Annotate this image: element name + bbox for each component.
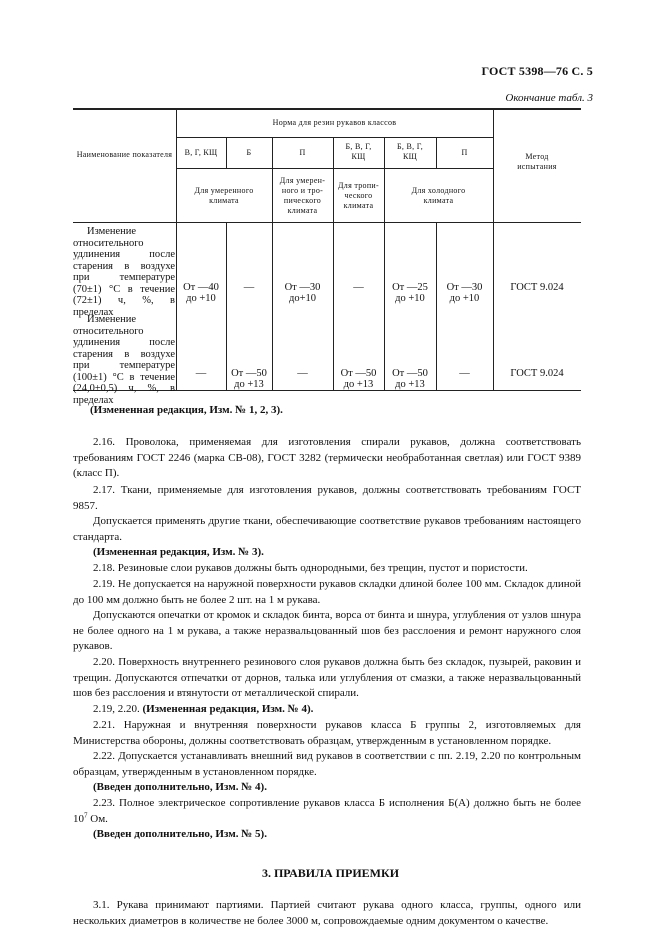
climate-header-temperate-tropical: Для умерен- ного и тро- пического климата: [279, 176, 326, 215]
class-header-1: В, Г, КЩ: [184, 148, 218, 157]
amendment-label: (Измененная редакция, Изм. № 4).: [142, 703, 314, 715]
paragraph-2-20: 2.20. Поверхность внутреннего резинового слоя рукавов должна быть без складок, пузырей, раковин и трещин. Допускаются отпечатки от дорнов, талька или углубления от смазки, а также неразвальцованный шов без расслоения и втянутости от металлической спирали.: [73, 656, 581, 699]
class-header-2: Б: [246, 148, 252, 157]
paragraph-2-18: 2.18. Резиновые слои рукавов должны быть однородными, без трещин, пустот и пористости.: [93, 562, 528, 574]
row-1-value-2: —: [243, 282, 255, 293]
row-2-method: ГОСТ 9.024: [510, 368, 564, 379]
table-col-rule: [333, 137, 334, 390]
amendment-note: (Измененная редакция, Изм. № 3).: [93, 546, 264, 558]
row-2-value-1: —: [195, 368, 207, 379]
amendment-note: (Введен дополнительно, Изм. № 4).: [93, 781, 267, 793]
row-1-value-3: От —30 до+10: [284, 282, 321, 304]
row-2-indicator: Изменение относительного удлинения после старения в воздухе при температуре (100±1) °С в течение (24,0±0,5) ч, %, в пределах: [73, 314, 175, 406]
row-2-value-4: От —50 до +13: [340, 368, 377, 390]
class-header-4: Б, В, Г, КЩ: [345, 142, 372, 161]
row-1-value-5: От —25 до +10: [392, 282, 428, 304]
paragraph-2-19: 2.19. Не допускается на наружной поверхности рукавов складки длиной более 100 мм. Складок длиной до 100 мм должно быть не более 2 шт. на 1 м рукава.: [73, 578, 581, 606]
climate-header-tropical: Для тропи- ческого климата: [338, 181, 379, 210]
table-col-rule: [384, 137, 385, 390]
resistance-exponent: 7: [84, 810, 88, 819]
table-rule: [176, 137, 493, 138]
paragraph-2-17: 2.17. Ткани, применяемые для изготовления рукавов, должны соответствовать требованиям ГОСТ 9857.: [73, 484, 581, 512]
table-rule: [176, 168, 493, 169]
paragraph-2-22: 2.22. Допускается устанавливать внешний вид рукавов в соответствии с пп. 2.19, 2.20 по контрольным образцам, утвержденным в установленном порядке.: [73, 750, 581, 778]
row-1-value-1: От —40 до +10: [183, 282, 219, 304]
col-header-norm-group: Норма для резин рукавов классов: [272, 118, 397, 127]
row-2-value-5: От —50 до +13: [392, 368, 428, 390]
col-header-method: Метод испытания: [517, 152, 557, 171]
paragraph-imprints: Допускаются опечатки от кромок и складок бинта, ворса от бинта и шнура, углубления от узлов шнура не более одного на 1 м рукава, а также неразвальцованный шов без расслоения и ремонт наружного слоя рукавов.: [73, 609, 581, 652]
table-header-bottom-rule: [73, 222, 581, 223]
table-col-rule: [436, 222, 437, 390]
amendment-note: (Измененная редакция, Изм. № 1, 2, 3).: [90, 404, 283, 416]
col-header-indicator: Наименование показателя: [76, 150, 173, 159]
paragraph-3-1: 3.1. Рукава принимают партиями. Партией считают рукава одного класса, группы, одного или нескольких диаметров в количестве не более 3000 м, сопровождаемые одним документом о качестве.: [73, 899, 581, 927]
row-1-indicator: Изменение относительного удлинения после старения в воздухе при температуре (70±1) °С в течение (72±1) ч, %, в пределах: [73, 226, 175, 318]
table-top-rule: [73, 108, 581, 110]
row-2-value-3: —: [297, 368, 308, 379]
row-2-value-2: От —50 до +13: [231, 368, 267, 390]
class-header-5: Б, В, Г, КЩ: [396, 142, 424, 161]
row-1-value-4: —: [353, 282, 364, 293]
amendment-note-2-19-2-20: [73, 702, 581, 718]
row-1-method: ГОСТ 9.024: [510, 282, 564, 293]
paragraph-2-21: 2.21. Наружная и внутренняя поверхности рукавов класса Б группы 2, изготовляемых для Министерства обороны, должны соответствовать образцам, утвержденным в установленном порядке.: [73, 719, 581, 747]
table-continuation-note: Окончание табл. 3: [505, 92, 593, 104]
paragraph-2-23: [73, 796, 581, 827]
row-2-value-6: —: [459, 368, 470, 379]
table-col-rule: [272, 137, 273, 390]
amendment-note: (Введен дополнительно, Изм. № 5).: [93, 828, 267, 840]
clause-reference: 2.19, 2.20.: [93, 703, 140, 715]
class-header-6: П: [461, 148, 468, 157]
section-heading: 3. ПРАВИЛА ПРИЕМКИ: [261, 866, 400, 880]
class-header-3: П: [299, 148, 306, 157]
resistance-text: 2.23. Полное электрическое сопротивление рукавов класса Б исполнения Б(А) должно быть не более 10: [73, 797, 581, 825]
page-header: ГОСТ 5398—76 С. 5: [481, 64, 593, 78]
paragraph-2-16: 2.16. Проволока, применяемая для изготовления спирали рукавов, должна соответствовать требованиям ГОСТ 2246 (марка СВ-08), ГОСТ 3282 (термически необработанная светлая) или ГОСТ 9389 (класс П).: [73, 436, 581, 479]
row-1-value-6: От —30 до +10: [446, 282, 483, 304]
climate-header-cold: Для холодного климата: [411, 186, 466, 205]
paragraph-other-fabrics: Допускается применять другие ткани, обеспечивающие соответствие рукавов требованиям настоящего стандарта.: [73, 515, 581, 543]
climate-header-temperate: Для умеренного климата: [194, 186, 254, 205]
resistance-unit: Ом.: [87, 812, 108, 825]
table-col-rule: [226, 222, 227, 390]
